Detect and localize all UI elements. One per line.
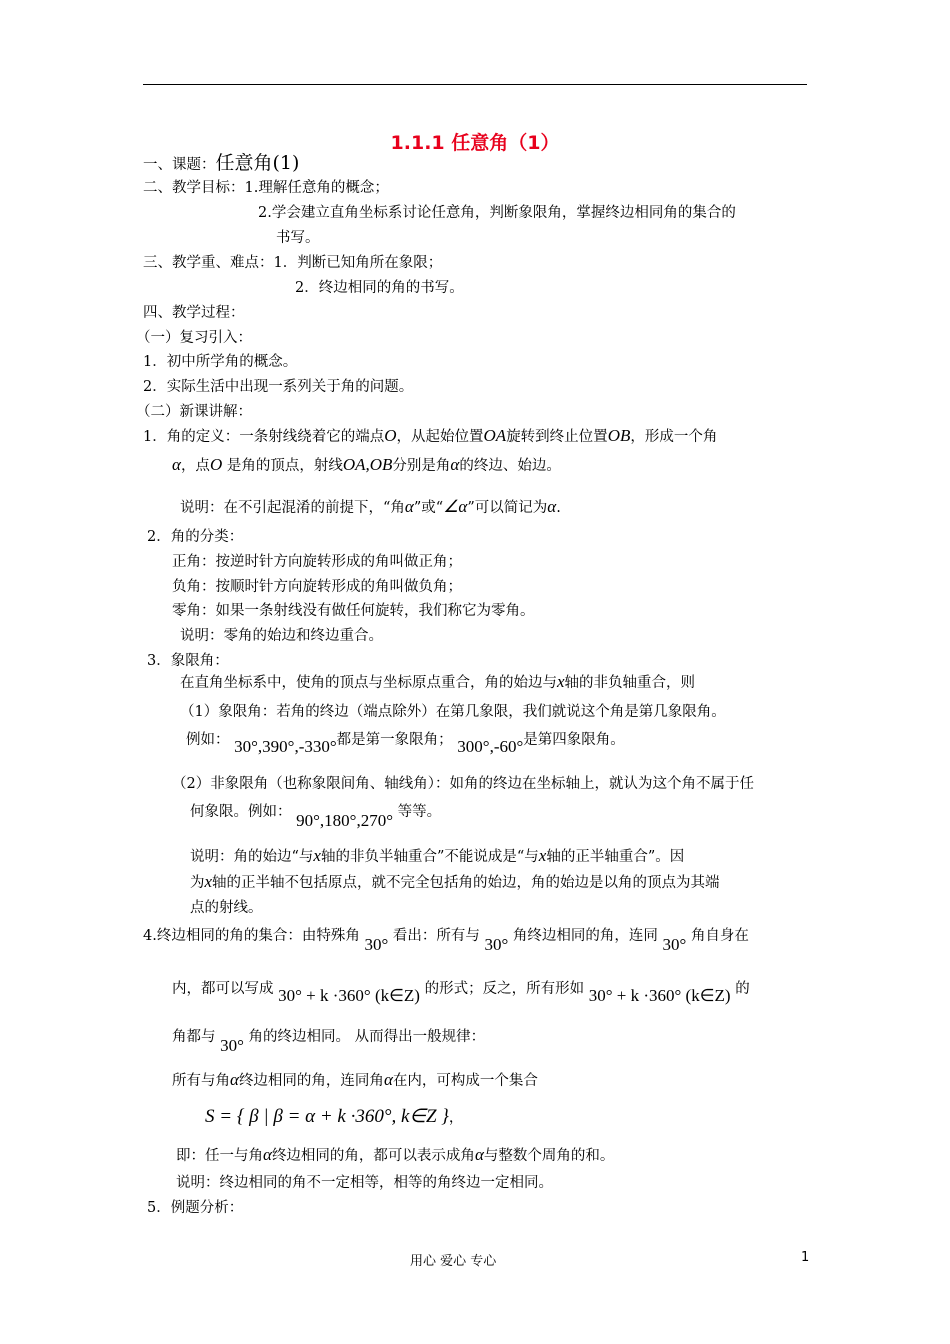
quadrant-examples: 例如： 30°,390°,-330°都是第一象限角； 300°,-60°是第四象限角。 xyxy=(186,732,625,756)
math-alpha: α xyxy=(547,497,557,516)
quadrant-heading: 3．象限角： xyxy=(147,653,229,669)
coterminal-heading: 4.终边相同的角的集合：由特殊角 30° 看出：所有与 30° 角终边相同的角，连同 30° 角自身在 xyxy=(143,928,749,954)
axis-angle-def: （2）非象限角（也称象限间角、轴线角）：如角的终边在坐标轴上，就认为这个角不属于任 xyxy=(172,776,754,792)
math-o: O xyxy=(384,426,397,445)
angle-definition-cont: α，点O 是角的顶点，射线OA,OB分别是角α的终边、始边。 xyxy=(172,455,561,474)
math-x: x xyxy=(557,672,565,691)
review-heading: （一）复习引入： xyxy=(136,330,252,346)
process-heading: 四、教学过程： xyxy=(143,305,245,321)
math-alpha: α xyxy=(450,455,460,474)
math-set-s: S = { β | β = α + k ·360°, k∈Z } xyxy=(205,1106,449,1127)
classification-heading: 2．角的分类： xyxy=(147,529,244,545)
lesson-topic xyxy=(143,153,299,175)
positive-angle: 正角：按逆时针方向旋转形成的角叫做正角； xyxy=(172,554,462,570)
footer-motto: 用心 爱心 专心 xyxy=(410,1254,497,1269)
objectives-2: 2.学会建立直角坐标系讨论任意角，判断象限角，掌握终边相同角的集合的 xyxy=(258,205,736,221)
math-ob: OB xyxy=(607,426,631,445)
math-x: x xyxy=(313,846,321,865)
angle-note: 说明：在不引起混淆的前提下，“角α”或“∠α”可以简记为α. xyxy=(180,497,561,516)
math-coterminal-form: 30° + k ·360° (k∈Z) xyxy=(278,986,420,1005)
coterminal-form: 内，都可以写成 30° + k ·360° (k∈Z) 的形式；反之，所有形如 30° + k ·360° (k∈Z) 的 xyxy=(172,981,750,1005)
set-meaning: 即：任一与角α终边相同的角，都可以表示成角α与整数个周角的和。 xyxy=(176,1145,615,1164)
new-lesson-heading: （二）新课讲解： xyxy=(136,404,252,420)
key-points-1: 三、教学重、难点：1．判断已知角所在象限； xyxy=(143,255,443,271)
page-title: 1.1.1 任意角（1） xyxy=(390,132,560,154)
math-alpha: α xyxy=(383,1070,393,1089)
initial-side-note: 说明：角的始边“与x轴的非负半轴重合”不能说成是“与x轴的正半轴重合”。因 xyxy=(190,846,685,865)
math-oa: OA xyxy=(483,426,507,445)
math-alpha: α xyxy=(263,1145,272,1164)
zero-angle: 零角：如果一条射线没有做任何旋转，我们称它为零角。 xyxy=(172,603,535,619)
math-30deg: 30° xyxy=(662,935,687,954)
math-angle-alpha: ∠α xyxy=(443,497,468,516)
math-fourth-quadrant: 300°,-60° xyxy=(457,737,524,756)
math-alpha: α xyxy=(230,1070,239,1089)
math-30deg: 30° xyxy=(220,1036,244,1055)
page-number: 1 xyxy=(801,1250,810,1265)
header-rule xyxy=(143,84,807,85)
math-30deg: 30° xyxy=(484,935,509,954)
initial-side-note-end: 点的射线。 xyxy=(190,900,263,916)
negative-angle: 负角：按顺时针方向旋转形成的角叫做负角； xyxy=(172,579,462,595)
general-rule: 所有与角α终边相同的角，连同角α在内，可构成一个集合 xyxy=(172,1070,538,1089)
math-coterminal-form: 30° + k ·360° (k∈Z) xyxy=(588,986,731,1005)
math-x: x xyxy=(538,846,547,865)
review-item-2: 2．实际生活中出现一系列关于角的问题。 xyxy=(143,379,414,395)
examples-heading: 5．例题分析： xyxy=(147,1200,244,1216)
review-item-1: 1．初中所学角的概念。 xyxy=(143,354,298,370)
math-alpha: α xyxy=(474,1145,484,1164)
math-alpha: α xyxy=(404,497,414,516)
math-30deg: 30° xyxy=(364,935,389,954)
math-first-quadrant: 30°,390°,-330° xyxy=(234,737,337,756)
topic-label: 一、课题： xyxy=(143,157,216,173)
angle-definition: 1．角的定义：一条射线绕着它的端点O，从起始位置OA旋转到终止位置OB，形成一个角 xyxy=(143,426,718,445)
coterminal-note: 说明：终边相同的角不一定相等，相等的角终边一定相同。 xyxy=(176,1175,553,1191)
math-axis-angles: 90°,180°,270° xyxy=(296,811,394,830)
initial-side-note-cont: 为x轴的正半轴不包括原点，就不完全包括角的始边，角的始边是以角的顶点为其端 xyxy=(190,872,720,891)
objectives-1: 二、教学目标：1.理解任意角的概念； xyxy=(143,180,389,196)
math-oa-ob: OA,OB xyxy=(342,455,393,474)
zero-angle-note: 说明：零角的始边和终边重合。 xyxy=(180,628,383,644)
coterminal-conclusion: 角都与 30° 角的终边相同。 从而得出一般规律： xyxy=(172,1029,486,1055)
topic-value: 任意角(1) xyxy=(215,152,300,174)
objectives-2-cont: 书写。 xyxy=(276,230,320,246)
key-points-2: 2．终边相同的角的书写。 xyxy=(295,280,464,296)
axis-angle-examples: 何象限。例如： 90°,180°,270° 等等。 xyxy=(190,804,442,830)
quadrant-angle-def: （1）象限角：若角的终边（端点除外）在第几象限，我们就说这个角是第几象限角。 xyxy=(180,704,726,720)
math-alpha: α xyxy=(172,455,181,474)
set-formula: S = { β | β = α + k ·360°, k∈Z }， xyxy=(205,1106,464,1127)
math-x: x xyxy=(204,872,213,891)
math-o: O xyxy=(209,455,223,474)
quadrant-intro: 在直角坐标系中，使角的顶点与坐标原点重合，角的始边与x轴的非负轴重合，则 xyxy=(180,672,696,691)
